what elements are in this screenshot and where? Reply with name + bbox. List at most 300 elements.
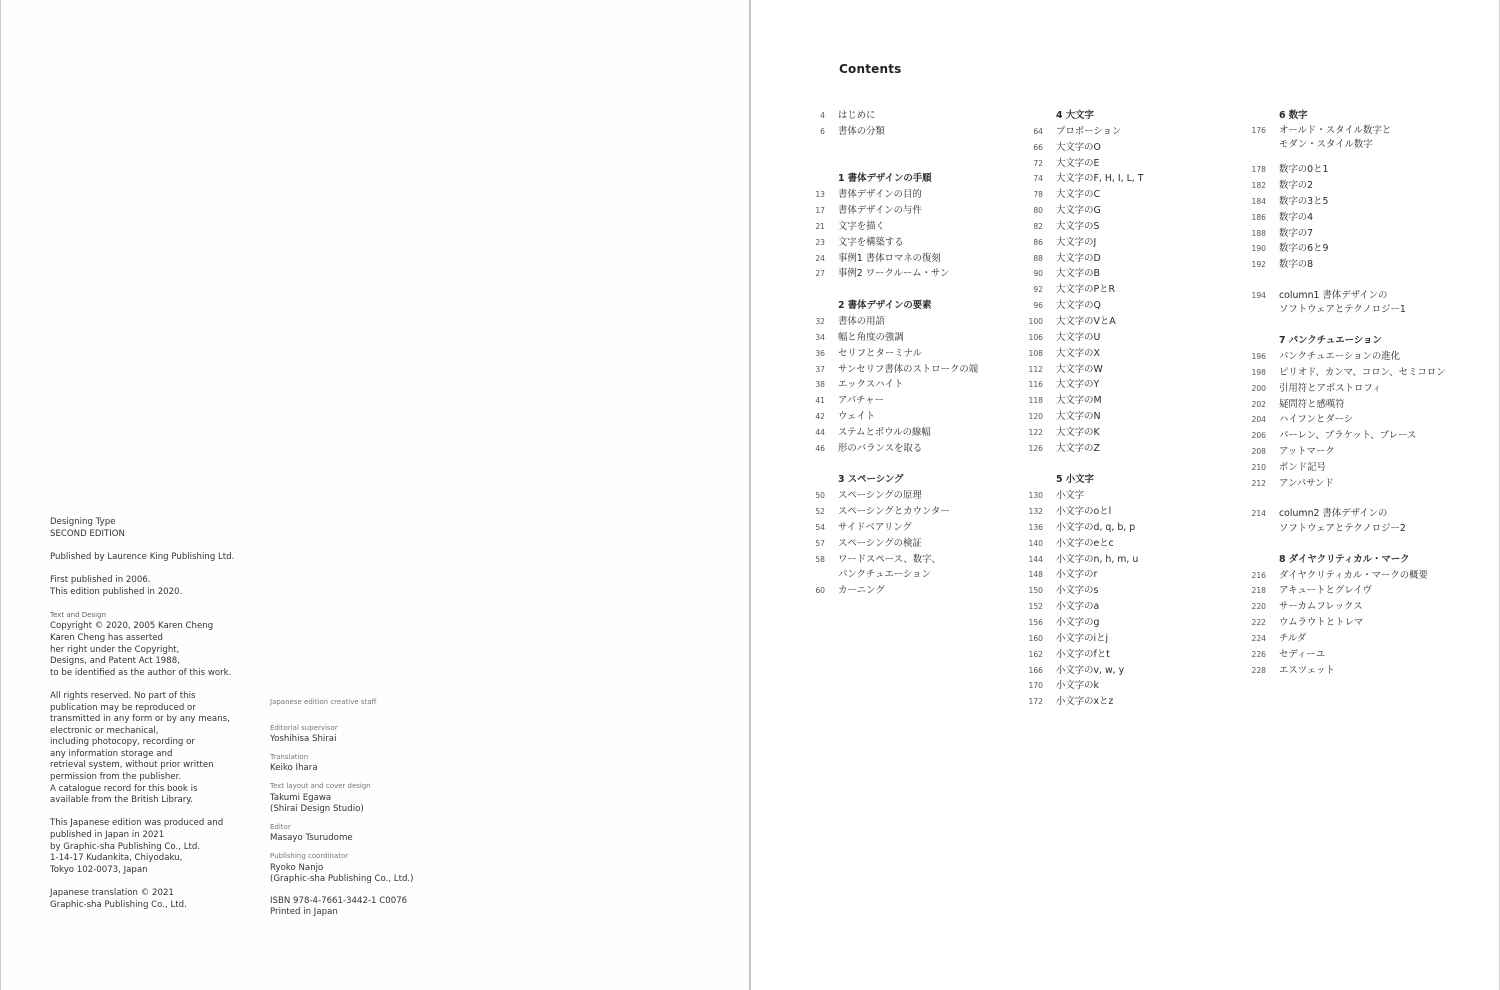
toc-page-number: 172 <box>1028 697 1043 707</box>
toc-entry <box>1023 663 1144 679</box>
toc-entry <box>1023 409 1144 425</box>
toc-page-number: 60 <box>815 586 825 596</box>
toc-title: アパチャー <box>838 395 884 407</box>
toc-page-number: 192 <box>1251 260 1266 270</box>
toc-entry <box>805 504 978 520</box>
toc-entry <box>1023 298 1144 314</box>
toc-page-number: 204 <box>1251 415 1266 425</box>
toc-title: 大文字のE <box>1056 157 1100 169</box>
toc-title: モダン・スタイル数字 <box>1279 139 1373 151</box>
toc-column-1 <box>805 108 978 599</box>
staff-name: Keiko Ihara <box>270 763 318 774</box>
toc-page-number: 112 <box>1028 364 1043 374</box>
toc-title: 8 ダイヤクリティカル・マーク <box>1279 553 1410 565</box>
toc-page-number: 58 <box>815 554 825 564</box>
colophon-line: available from the British Library. <box>50 795 193 806</box>
toc-entry <box>1023 615 1144 631</box>
toc-entry <box>1246 178 1446 194</box>
colophon-line: Copyright © 2020, 2005 Karen Cheng <box>50 621 214 632</box>
toc-title: 小文字のxとz <box>1056 696 1114 708</box>
toc-entry <box>1246 124 1446 138</box>
toc-column-3 <box>1246 108 1446 678</box>
toc-page-number: 222 <box>1251 618 1266 628</box>
toc-page-number: 6 <box>820 126 825 136</box>
toc-entry <box>1023 520 1144 536</box>
toc-page-number: 166 <box>1028 665 1043 675</box>
toc-entry <box>805 124 978 140</box>
toc-title: アンパサンド <box>1279 477 1334 489</box>
toc-page-number: 27 <box>815 269 825 279</box>
toc-entry <box>1246 615 1446 631</box>
staff-entry <box>270 781 450 816</box>
toc-title: 小文字のk <box>1056 680 1099 692</box>
toc-page-number: 116 <box>1028 380 1043 390</box>
toc-page-number: 144 <box>1028 554 1043 564</box>
toc-title: 大文字のN <box>1056 411 1101 423</box>
colophon-page <box>0 0 749 990</box>
toc-entry <box>1246 663 1446 679</box>
toc-entry <box>805 203 978 219</box>
colophon-line: her right under the Copyright, <box>50 644 180 655</box>
toc-title: 小文字のiとj <box>1056 632 1109 644</box>
toc-title: 数字の8 <box>1279 259 1314 271</box>
toc-title: プロポーション <box>1056 125 1122 137</box>
toc-entry <box>805 536 978 552</box>
toc-entry <box>1246 303 1446 317</box>
colophon-line: published in Japan in 2021 <box>50 830 165 841</box>
toc-entry <box>805 108 978 124</box>
toc-title: 幅と角度の強調 <box>838 331 904 343</box>
toc-page-number: 66 <box>1033 142 1043 152</box>
toc-page-number: 122 <box>1028 427 1043 437</box>
toc-title: 5 小文字 <box>1056 474 1094 486</box>
toc-page-number: 156 <box>1028 618 1043 627</box>
toc-section-heading <box>1246 552 1446 568</box>
toc-page-number: 182 <box>1251 181 1266 191</box>
toc-entry <box>1023 599 1144 615</box>
toc-title: カーニング <box>838 585 885 597</box>
toc-entry <box>1023 219 1144 235</box>
toc-title: 大文字のY <box>1056 379 1100 391</box>
toc-page-number: 17 <box>815 206 825 216</box>
toc-title: エスツェット <box>1279 664 1335 676</box>
toc-page-number: 152 <box>1028 602 1043 612</box>
toc-entry <box>805 520 978 536</box>
toc-title: 大文字のS <box>1056 220 1100 232</box>
toc-title: アキュートとグレイヴ <box>1279 585 1372 597</box>
toc-title: 大文字のM <box>1056 395 1102 407</box>
toc-entry <box>805 441 978 457</box>
colophon-line: retrieval system, without prior written <box>50 760 214 771</box>
toc-title: 数字の6と9 <box>1279 243 1329 255</box>
toc-title: 4 大文字 <box>1056 110 1094 121</box>
toc-entry <box>1246 428 1446 444</box>
toc-page-number: 178 <box>1251 165 1266 175</box>
toc-title: 数字の7 <box>1279 227 1314 239</box>
toc-entry <box>1246 138 1446 152</box>
toc-page-number: 214 <box>1251 509 1266 519</box>
toc-entry <box>805 552 978 568</box>
staff-entry <box>270 851 450 886</box>
toc-title: 書体デザインの与件 <box>838 205 922 217</box>
toc-title: 小文字 <box>1056 490 1085 502</box>
toc-title: 大文字のVとA <box>1056 315 1116 327</box>
staff-name: Masayo Tsurudome <box>270 833 353 844</box>
toc-page-number: 210 <box>1251 462 1266 472</box>
colophon-line: Text and Design <box>50 610 106 619</box>
toc-entry <box>805 219 978 235</box>
toc-page-number: 4 <box>820 111 825 120</box>
toc-page-number: 218 <box>1251 586 1266 596</box>
toc-page-number: 220 <box>1251 602 1266 612</box>
toc-title: ソフトウェアとテクノロジー2 <box>1279 522 1406 534</box>
toc-page-number: 21 <box>815 221 825 231</box>
toc-title: 小文字のn, h, m, u <box>1056 553 1139 565</box>
toc-page-number: 226 <box>1251 649 1266 659</box>
toc-page-number: 140 <box>1028 538 1043 548</box>
toc-entry <box>1023 235 1144 251</box>
toc-page-number: 86 <box>1033 237 1043 247</box>
staff-entry <box>270 752 450 775</box>
toc-entry <box>1023 647 1144 663</box>
toc-entry <box>1246 226 1446 242</box>
toc-title: 大文字のZ <box>1056 442 1100 454</box>
colophon-line: All rights reserved. No part of this <box>50 690 196 701</box>
toc-page-number: 24 <box>815 253 825 263</box>
toc-entry <box>1023 441 1144 457</box>
toc-entry <box>1023 187 1144 203</box>
toc-entry <box>1246 631 1446 647</box>
toc-page-number: 46 <box>815 443 825 453</box>
staff-heading: Japanese edition creative staff <box>270 698 377 706</box>
colophon-line: publication may be reproduced or <box>50 702 196 713</box>
toc-page-number: 184 <box>1251 196 1266 206</box>
toc-entry <box>1246 241 1446 257</box>
toc-entry <box>1023 156 1144 172</box>
contents-title: Contents <box>839 62 902 76</box>
toc-page-number: 64 <box>1033 126 1043 136</box>
toc-title: 数字の4 <box>1279 211 1314 223</box>
toc-title: 大文字のD <box>1056 252 1101 264</box>
toc-title: オールド・スタイル数字と <box>1279 124 1392 136</box>
toc-title: 大文字のPとR <box>1056 284 1116 296</box>
toc-entry <box>1023 631 1144 647</box>
toc-title: 大文字のO <box>1056 141 1101 153</box>
toc-title: アットマーク <box>1279 446 1335 458</box>
toc-section-heading <box>805 472 978 488</box>
staff-entry <box>270 723 450 746</box>
colophon-line: to be identified as the author of this work. <box>50 667 232 678</box>
toc-page-number: 216 <box>1251 570 1266 580</box>
toc-title: 小文字のfとt <box>1056 648 1110 660</box>
toc-title: 事例1 書体ロマネの復刻 <box>838 252 941 264</box>
toc-title: 小文字のa <box>1056 601 1100 613</box>
toc-entry <box>1246 412 1446 428</box>
toc-title: スペーシングとカウンター <box>838 506 950 518</box>
toc-spacer <box>1246 536 1446 552</box>
colophon-block <box>50 575 235 598</box>
toc-title: 数字の2 <box>1279 180 1314 192</box>
toc-title: 数字の3と5 <box>1279 195 1329 207</box>
toc-page-number: 88 <box>1033 253 1043 263</box>
toc-page-number: 126 <box>1028 443 1043 453</box>
toc-title: column2 書体デザインの <box>1279 508 1388 520</box>
toc-page-number: 170 <box>1028 681 1043 691</box>
isbn-block <box>270 896 450 919</box>
toc-title: パーレン、ブラケット、ブレース <box>1279 430 1417 442</box>
toc-page-number: 188 <box>1251 228 1266 238</box>
toc-title: 1 書体デザインの手順 <box>838 173 932 185</box>
toc-page-number: 92 <box>1033 285 1043 295</box>
toc-page-number: 13 <box>815 190 825 200</box>
staff-role: Publishing coordinator <box>270 851 349 860</box>
colophon-line: transmitted in any form or by any means, <box>50 714 230 725</box>
toc-title: column1 書体デザインの <box>1279 289 1388 301</box>
toc-page-number: 120 <box>1028 412 1043 422</box>
toc-entry <box>1246 194 1446 210</box>
toc-page-number: 74 <box>1033 174 1043 184</box>
toc-section-heading <box>805 298 978 314</box>
staff-name: Ryoko Nanjo <box>270 862 324 873</box>
toc-spacer <box>1246 317 1446 333</box>
toc-entry <box>1023 124 1144 140</box>
colophon-line: any information storage and <box>50 748 173 759</box>
toc-section-heading <box>1246 108 1446 124</box>
colophon-block <box>50 691 235 807</box>
colophon-line: SECOND EDITION <box>50 528 125 539</box>
toc-entry <box>1246 568 1446 584</box>
toc-page-number: 106 <box>1028 332 1043 342</box>
toc-title: 大文字のU <box>1056 331 1101 343</box>
toc-page-number: 80 <box>1033 206 1043 216</box>
toc-entry <box>1023 140 1144 156</box>
toc-page-number: 194 <box>1251 290 1266 300</box>
colophon-block <box>50 888 235 911</box>
toc-page-number: 23 <box>815 237 825 247</box>
toc-spacer <box>1246 152 1446 162</box>
toc-entry <box>1023 282 1144 298</box>
toc-title: 形のバランスを取る <box>838 442 923 454</box>
toc-page-number: 186 <box>1251 212 1266 222</box>
toc-entry <box>1023 362 1144 378</box>
toc-title: サンセリフ書体のストロークの端 <box>838 363 979 375</box>
colophon-block <box>50 610 235 680</box>
toc-title: 大文字のF, H, I, L, T <box>1056 173 1144 185</box>
staff-name: (Graphic-sha Publishing Co., Ltd.) <box>270 874 414 885</box>
isbn-line: ISBN 978-4-7661-3442-1 C0076 <box>270 895 408 906</box>
toc-entry <box>805 251 978 267</box>
toc-title: 小文字のs <box>1056 585 1099 597</box>
toc-page-number: 52 <box>815 507 825 517</box>
colophon-line: 1-14-17 Kudankita, Chiyodaku, <box>50 853 183 864</box>
toc-section-heading <box>1246 333 1446 349</box>
toc-entry <box>805 362 978 378</box>
staff-name: Takumi Egawa <box>270 792 332 803</box>
toc-section-heading <box>1023 108 1144 124</box>
toc-title: チルダ <box>1279 632 1307 644</box>
toc-page-number: 37 <box>815 364 825 374</box>
colophon-line: Published by Laurence King Publishing Ltd. <box>50 551 235 562</box>
toc-title: 文字を描く <box>838 220 885 232</box>
toc-entry <box>1023 330 1144 346</box>
toc-section-heading <box>1023 472 1144 488</box>
toc-title: ハイフンとダーシ <box>1279 414 1354 426</box>
toc-entry <box>805 314 978 330</box>
toc-title: 事例2 ワークルーム・サン <box>838 268 950 280</box>
toc-title: ダイヤクリティカル・マークの概要 <box>1279 569 1428 581</box>
toc-title: ウムラウトとトレマ <box>1279 617 1364 629</box>
toc-entry <box>1023 694 1144 710</box>
toc-page-number: 41 <box>815 396 825 406</box>
toc-title: 大文字のG <box>1056 205 1101 217</box>
toc-entry <box>1246 397 1446 413</box>
toc-title: 引用符とアポストロフィ <box>1279 382 1382 394</box>
toc-entry <box>1246 162 1446 178</box>
staff-name: Yoshihisa Shirai <box>270 734 337 745</box>
toc-page-number: 208 <box>1251 447 1266 457</box>
toc-title: 小文字のv, w, y <box>1056 664 1125 676</box>
toc-page-number: 90 <box>1033 269 1043 279</box>
toc-entry <box>1023 266 1144 282</box>
staff-entry <box>270 822 450 845</box>
toc-spacer <box>1246 273 1446 289</box>
toc-entry <box>805 235 978 251</box>
toc-title: 小文字のoとl <box>1056 506 1112 518</box>
toc-entry <box>1246 381 1446 397</box>
toc-entry <box>1246 257 1446 273</box>
toc-entry <box>805 583 978 599</box>
contents-page <box>751 0 1500 990</box>
toc-entry <box>805 377 978 393</box>
staff-role: Text layout and cover design <box>270 781 371 790</box>
toc-page-number: 100 <box>1028 316 1043 326</box>
colophon-line: This Japanese edition was produced and <box>50 818 224 829</box>
toc-page-number: 36 <box>815 348 825 358</box>
toc-title: 書体の分類 <box>838 125 885 137</box>
toc-page-number: 38 <box>815 380 825 390</box>
toc-entry <box>1023 678 1144 694</box>
colophon-line: This edition published in 2020. <box>50 586 183 597</box>
toc-entry <box>1246 444 1446 460</box>
toc-spacer <box>805 140 978 156</box>
toc-spacer <box>1246 492 1446 508</box>
isbn-line: Printed in Japan <box>270 907 338 918</box>
creative-staff-credits <box>270 697 450 919</box>
toc-title: 小文字のeとc <box>1056 537 1114 549</box>
toc-page-number: 196 <box>1251 352 1266 362</box>
toc-page-number: 42 <box>815 412 825 422</box>
toc-page-number: 228 <box>1251 665 1266 675</box>
colophon-block <box>50 818 235 876</box>
toc-page-number: 108 <box>1028 348 1043 358</box>
colophon-line: First published in 2006. <box>50 574 151 585</box>
toc-page-number: 200 <box>1251 383 1266 393</box>
toc-entry <box>805 425 978 441</box>
toc-entry <box>1246 476 1446 492</box>
toc-entry <box>1023 314 1144 330</box>
toc-title: 疑問符と感嘆符 <box>1279 398 1345 410</box>
toc-spacer <box>805 282 978 298</box>
toc-page-number: 82 <box>1033 221 1043 231</box>
toc-title: 大文字のC <box>1056 189 1101 201</box>
toc-title: 小文字のd, q, b, p <box>1056 521 1136 533</box>
toc-entry <box>805 330 978 346</box>
colophon-line: Designs, and Patent Act 1988, <box>50 656 180 667</box>
toc-entry <box>805 488 978 504</box>
toc-title: 文字を構築する <box>838 236 904 248</box>
toc-entry <box>1246 507 1446 521</box>
toc-entry <box>1023 393 1144 409</box>
toc-page-number: 190 <box>1251 244 1266 254</box>
toc-entry <box>1023 504 1144 520</box>
toc-entry <box>1023 377 1144 393</box>
toc-page-number: 206 <box>1251 431 1266 441</box>
toc-title: 3 スペーシング <box>838 474 904 486</box>
toc-page-number: 160 <box>1028 633 1043 643</box>
toc-title: 7 パンクチュエーション <box>1279 335 1382 347</box>
toc-entry <box>1246 583 1446 599</box>
toc-title: サイドベアリング <box>838 521 912 533</box>
toc-title: スペーシングの原理 <box>838 490 922 502</box>
toc-title: 大文字のX <box>1056 347 1100 359</box>
colophon-line: A catalogue record for this book is <box>50 783 198 794</box>
toc-title: 数字の0と1 <box>1279 164 1329 176</box>
toc-entry <box>805 393 978 409</box>
toc-page-number: 212 <box>1251 478 1266 488</box>
toc-title: セディーユ <box>1279 648 1326 660</box>
toc-entry <box>1246 522 1446 536</box>
toc-page-number: 96 <box>1033 301 1043 311</box>
toc-page-number: 44 <box>815 427 825 437</box>
toc-entry <box>1023 552 1144 568</box>
toc-entry <box>1246 210 1446 226</box>
colophon-block <box>50 517 235 540</box>
toc-page-number: 50 <box>815 491 825 501</box>
colophon-text <box>50 517 235 923</box>
toc-entry <box>805 187 978 203</box>
colophon-line: Designing Type <box>50 517 116 527</box>
staff-role: Translation <box>270 752 309 761</box>
toc-entry <box>1246 647 1446 663</box>
toc-title: エックスハイト <box>838 379 904 391</box>
toc-entry <box>805 266 978 282</box>
colophon-line: Karen Cheng has asserted <box>50 632 164 643</box>
toc-title: 大文字のJ <box>1056 236 1097 248</box>
toc-title: ワードスペース、数字、 <box>838 553 941 565</box>
toc-entry <box>1246 599 1446 615</box>
toc-page-number: 72 <box>1033 158 1043 168</box>
toc-page-number: 162 <box>1028 649 1043 659</box>
colophon-line: Graphic-sha Publishing Co., Ltd. <box>50 899 187 910</box>
toc-entry <box>1246 365 1446 381</box>
toc-title: ピリオド、カンマ、コロン、セミコロン <box>1279 366 1446 378</box>
toc-title: ソフトウェアとテクノロジー1 <box>1279 304 1406 316</box>
toc-title: サーカムフレックス <box>1279 601 1363 613</box>
toc-title: ステムとボウルの線幅 <box>838 426 931 438</box>
toc-page-number: 78 <box>1033 190 1043 200</box>
toc-entry <box>1023 583 1144 599</box>
toc-title: 2 書体デザインの要素 <box>838 300 932 312</box>
toc-page-number: 130 <box>1028 491 1043 501</box>
colophon-line: Tokyo 102-0073, Japan <box>50 864 148 875</box>
toc-title: はじめに <box>838 110 876 121</box>
toc-entry <box>805 346 978 362</box>
toc-title: 大文字のW <box>1056 363 1103 375</box>
staff-role: Editor <box>270 822 291 831</box>
toc-title: パンクチュエーション <box>838 569 931 581</box>
toc-entry <box>1023 488 1144 504</box>
colophon-line: including photocopy, recording or <box>50 737 195 748</box>
